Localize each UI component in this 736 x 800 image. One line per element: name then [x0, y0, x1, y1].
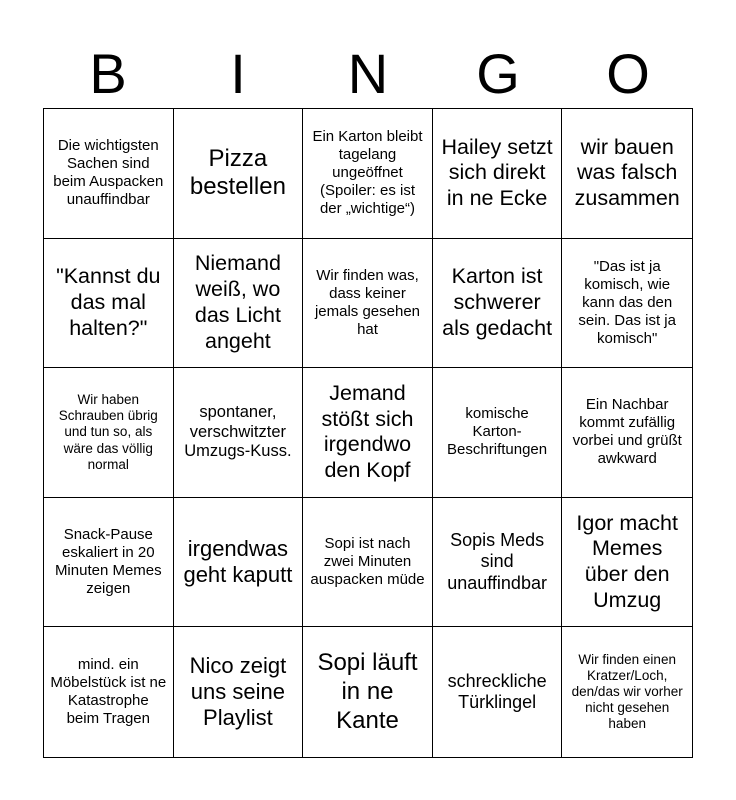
bingo-cell[interactable]: Igor macht Memes über den Umzug — [562, 498, 692, 628]
bingo-cell[interactable]: spontaner, verschwitzter Umzugs-Kuss. — [174, 368, 304, 498]
bingo-cell[interactable]: Wir haben Schrauben übrig und tun so, als wäre das völlig normal — [44, 368, 174, 498]
bingo-cell[interactable]: "Das ist ja komisch, wie kann das den sein. Das ist ja komisch" — [562, 239, 692, 369]
header-letter-b: B — [89, 42, 127, 105]
bingo-cell[interactable]: Niemand weiß, wo das Licht angeht — [174, 239, 304, 369]
bingo-cell[interactable]: Sopi läuft in ne Kante — [303, 627, 433, 757]
bingo-cell[interactable]: Hailey setzt sich direkt in ne Ecke — [433, 109, 563, 239]
bingo-cell[interactable]: irgendwas geht kaputt — [174, 498, 304, 628]
bingo-cell[interactable]: Wir finden einen Kratzer/Loch, den/das wir vorher nicht gesehen haben — [571, 651, 683, 732]
bingo-cell[interactable]: Die wichtigsten Sachen sind beim Auspacken unauffindbar — [44, 109, 174, 239]
header-letter-n: N — [347, 42, 389, 105]
bingo-cell[interactable]: Wir finden was, dass keiner jemals gesehen hat — [303, 239, 433, 369]
bingo-cell[interactable]: Pizza bestellen — [174, 109, 304, 239]
bingo-board — [43, 108, 693, 758]
bingo-header — [43, 40, 693, 108]
bingo-cell[interactable]: Snack-Pause eskaliert in 20 Minuten Memes zeigen — [44, 498, 174, 628]
bingo-cell[interactable]: Sopis Meds sind unauffindbar — [433, 498, 563, 628]
bingo-cell[interactable]: "Kannst du das mal halten?" — [44, 239, 174, 369]
bingo-cell[interactable]: Sopi ist nach zwei Minuten auspacken müde — [303, 498, 433, 628]
bingo-cell[interactable]: wir bauen was falsch zusammen — [562, 109, 692, 239]
bingo-cell[interactable]: mind. ein Möbelstück ist ne Katastrophe beim Tragen — [44, 627, 174, 757]
header-letter-o: O — [606, 42, 650, 105]
header-letter-i: I — [230, 42, 246, 105]
header-letter-g: G — [476, 42, 520, 105]
bingo-cell[interactable]: schreckliche Türklingel — [433, 627, 563, 757]
bingo-cell[interactable]: Nico zeigt uns seine Playlist — [174, 627, 304, 757]
bingo-cell[interactable]: Ein Karton bleibt tagelang ungeöffnet (Spoiler: es ist der „wichtige“) — [303, 109, 433, 239]
bingo-cell[interactable]: Jemand stößt sich irgendwo den Kopf — [303, 368, 433, 498]
bingo-cell[interactable]: Karton ist schwerer als gedacht — [433, 239, 563, 369]
bingo-cell[interactable]: Ein Nachbar kommt zufällig vorbei und grüßt awkward — [562, 368, 692, 498]
bingo-cell[interactable]: komische Karton-Beschriftungen — [433, 368, 563, 498]
